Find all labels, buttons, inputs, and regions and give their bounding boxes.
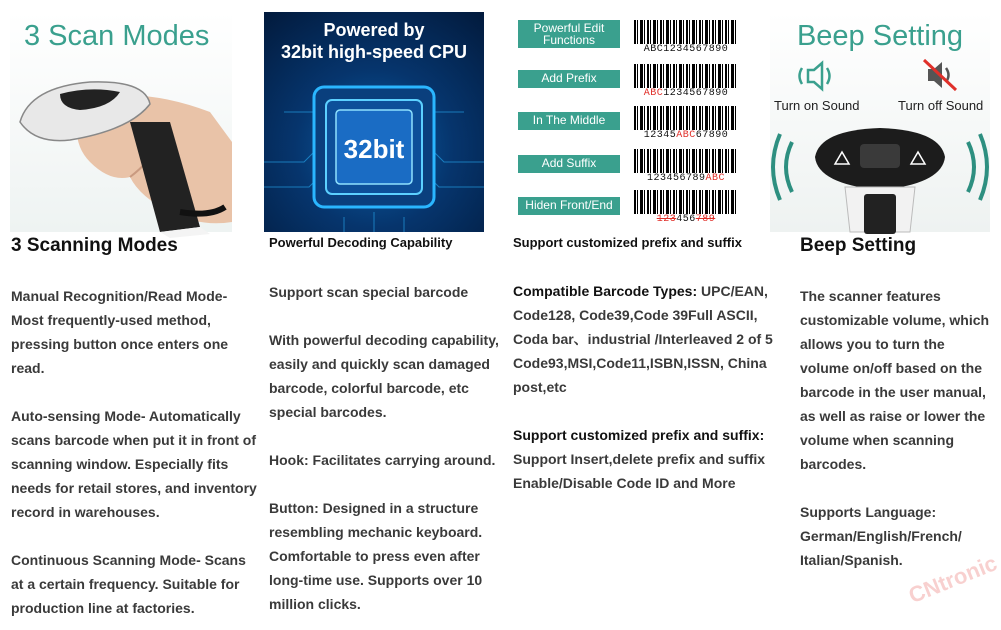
prefix-mark: ABC <box>643 88 664 99</box>
barcode-middle-text <box>634 130 738 141</box>
languages-text: Supports Language: German/English/French/ Italian/Spanish. <box>800 504 962 568</box>
hide-middle: 456 <box>676 214 696 225</box>
middle-post: 67890 <box>695 130 729 141</box>
barcode-hide-text <box>634 214 738 225</box>
decoding-heading: Powerful Decoding Capability <box>269 235 453 250</box>
sound-off-icon <box>918 56 962 94</box>
middle-pre: 12345 <box>643 130 677 141</box>
edit-functions-heading: Support customized prefix and suffix <box>513 235 742 250</box>
barcode-suffix <box>634 149 738 184</box>
edit-label-middle-text: In The Middle <box>532 113 606 127</box>
custom-prefix-line-1: Support Insert,delete prefix and suffix <box>513 451 766 467</box>
scanner-in-hand-image <box>10 12 232 232</box>
beep-heading: Beep Setting <box>800 235 917 256</box>
manual-mode-text: Manual Recognition/Read Mode- Most frequently-used method, pressing button once enters one read. <box>11 288 229 376</box>
edit-functions-description <box>513 279 775 495</box>
barcode-suffix-text <box>634 173 738 184</box>
special-barcode-text: Support scan special barcode <box>269 284 469 300</box>
suffix-pre: 123456789 <box>646 173 706 184</box>
hook-text: Hook: Facilitates carrying around. <box>269 452 496 468</box>
compatible-types-list: UPC/EAN, Code128, Code39,Code 39Full ASCII, Coda bar、industrial /Interleaved 2 of 5 Code93,MSI,Code11,ISBN,ISSN, China post,etc <box>513 283 773 395</box>
button-text: Button: Designed in a structure resembling mechanic keyboard. Comfortable to press even after long-time use. Supports over 10 million clicks. <box>269 500 483 612</box>
sound-on-icon <box>794 58 834 94</box>
scan-modes-description <box>11 284 261 620</box>
compatible-types-text <box>513 279 775 399</box>
barcode-original-text: ABC1234567890 <box>643 44 729 55</box>
beep-banner-title: Beep Setting <box>796 20 964 52</box>
watermark-text: CNtronic <box>905 550 1001 609</box>
barcode-original <box>634 20 738 55</box>
chip-label: 32bit <box>343 134 405 164</box>
barcode-hide <box>634 190 738 225</box>
hide-front-mark: 123 <box>656 214 677 225</box>
custom-prefix-line-2: Enable/Disable Code ID and More <box>513 475 736 491</box>
scan-modes-banner-title: 3 Scan Modes <box>24 20 210 52</box>
barcode-prefix-text <box>634 88 738 99</box>
edit-label-hide <box>518 197 620 215</box>
edit-label-add-suffix-text: Add Suffix <box>541 156 597 170</box>
decoding-description <box>269 280 509 616</box>
beep-description <box>800 284 995 572</box>
volume-text: The scanner features customizable volume, which allows you to turn the volume on/off based on the barcode in the user manual, as well as raise or lower the volume when scanning barcodes. <box>800 288 990 472</box>
edit-functions-panel <box>510 12 740 225</box>
edit-label-hide-text: Hiden Front/End <box>525 198 613 212</box>
edit-label-middle <box>518 112 620 130</box>
edit-label-add-suffix <box>518 155 620 173</box>
scan-modes-banner <box>10 12 232 232</box>
edit-label-add-prefix-text: Add Prefix <box>541 71 597 85</box>
barcode-middle <box>634 106 738 141</box>
decoding-capability-text: With powerful decoding capability, easily and quickly scan damaged barcode, colorful barcode, etc special barcodes. <box>269 332 499 420</box>
barcode-prefix <box>634 64 738 99</box>
custom-prefix-title: Support customized prefix and suffix: <box>513 427 765 443</box>
scan-modes-heading: 3 Scanning Modes <box>11 235 178 256</box>
auto-sensing-mode-text: Auto-sensing Mode- Automatically scans barcode when put it in front of scanning window. Especially fits needs for retail stores, and inventory record in warehouses. <box>11 408 257 520</box>
hide-end-mark: 789 <box>695 214 716 225</box>
cpu-banner-line2: 32bit high-speed CPU <box>280 42 468 62</box>
suffix-mark: ABC <box>705 173 726 184</box>
sound-off-label: Turn off Sound <box>898 98 984 113</box>
edit-label-functions <box>518 20 620 48</box>
prefix-rest: 1234567890 <box>663 88 729 99</box>
beep-banner <box>770 12 990 232</box>
edit-label-add-prefix <box>518 70 620 88</box>
compatible-types-title: Compatible Barcode Types: <box>513 283 698 299</box>
scanner-beep-image <box>770 122 990 232</box>
continuous-mode-text: Continuous Scanning Mode- Scans at a certain frequency. Suitable for production line at factories. <box>11 552 246 616</box>
cpu-banner <box>264 12 484 232</box>
edit-label-functions-text: Powerful Edit Functions <box>533 21 605 47</box>
cpu-banner-line1: Powered by <box>323 20 425 40</box>
middle-mark: ABC <box>676 130 696 141</box>
sound-on-label: Turn on Sound <box>774 98 860 113</box>
